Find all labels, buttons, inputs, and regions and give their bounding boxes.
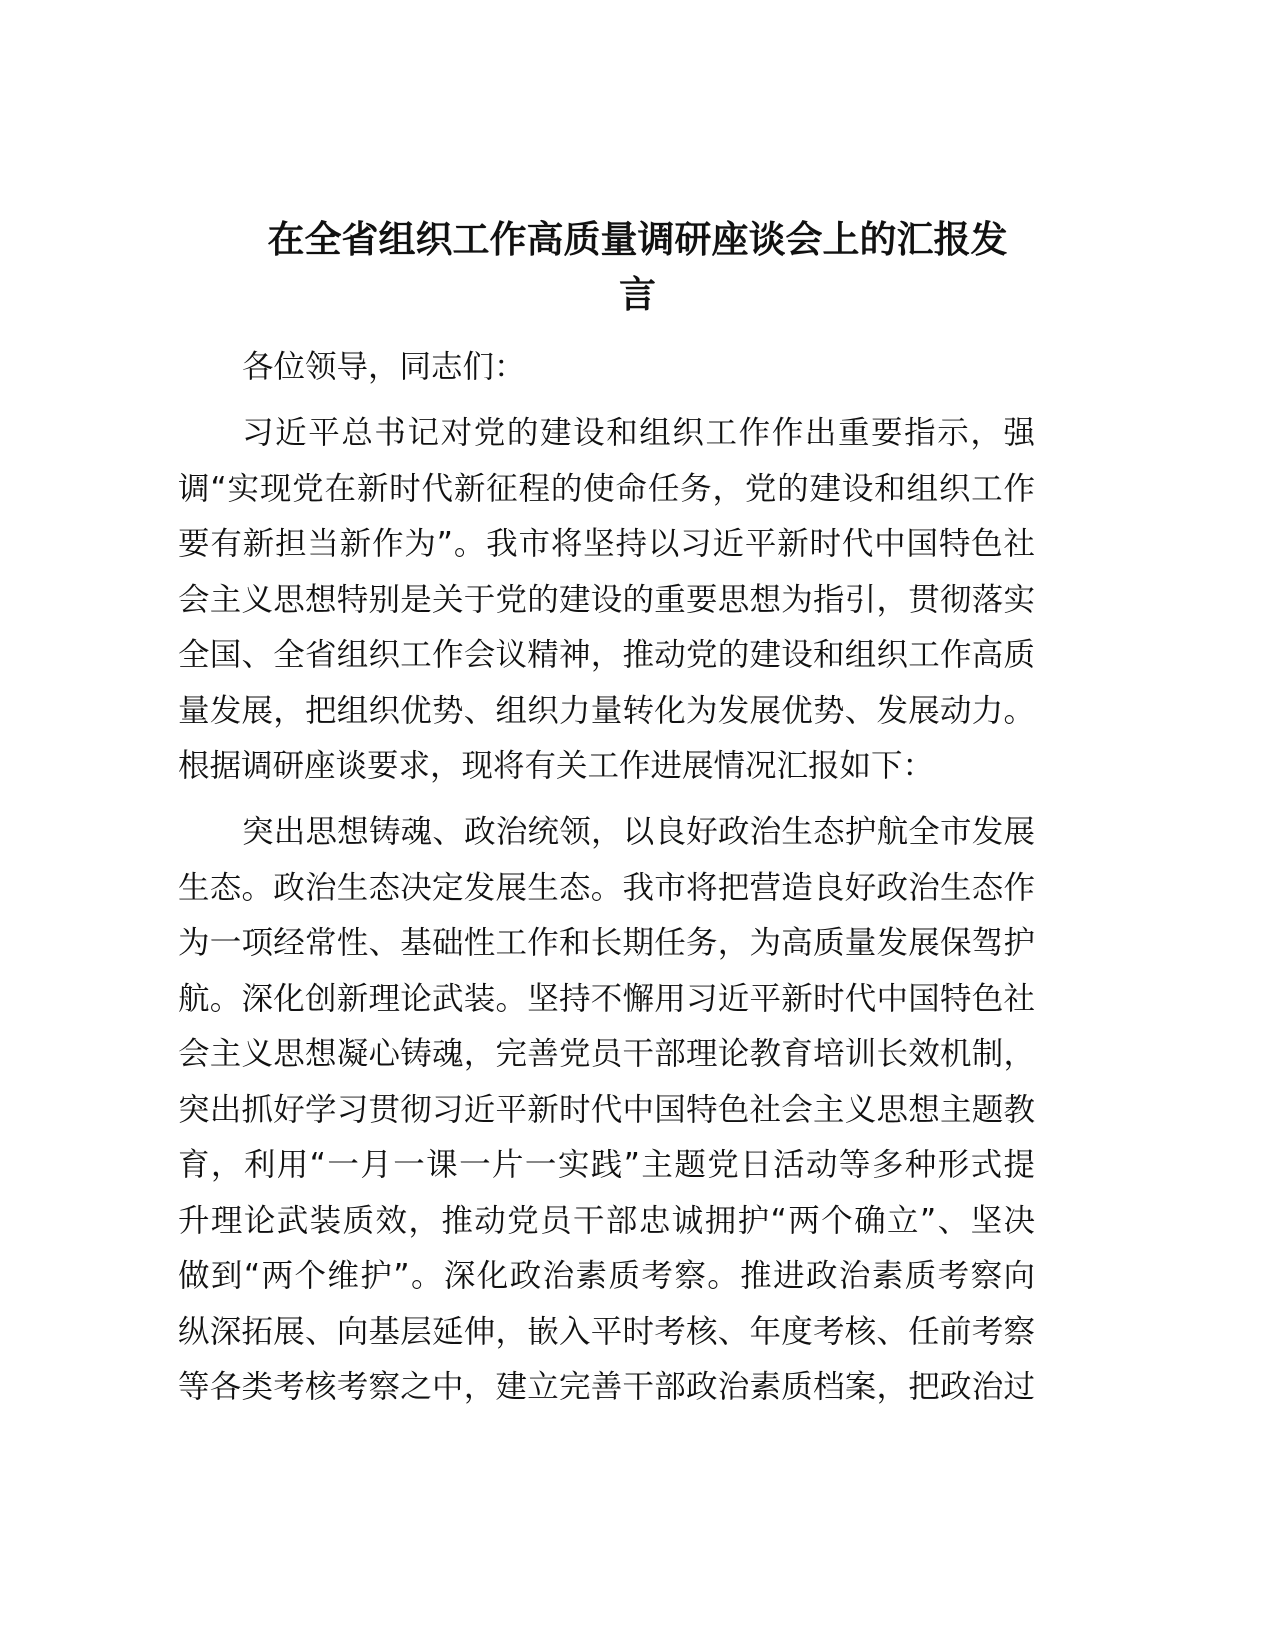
paragraph-line: 突出抓好学习贯彻习近平新时代中国特色社会主义思想主题教 (178, 1091, 1035, 1128)
paragraph-2 (178, 805, 1035, 1416)
paragraph-line: 育，利用“一月一课一片一实践”主题党日活动等多种形式提 (178, 1147, 1035, 1183)
document-title (150, 212, 1125, 322)
paragraph-1 (178, 406, 1035, 795)
title-line: 言 (619, 273, 656, 316)
greeting-text: 各位领导，同志们： (242, 349, 526, 385)
paragraph-line: 生态。政治生态决定发展生态。我市将把营造良好政治生态作 (178, 869, 1035, 906)
paragraph-line: 习近平总书记对党的建设和组织工作作出重要指示，强 (242, 415, 1035, 451)
paragraph-line: 做到“两个维护”。深化政治素质考察。推进政治素质考察向 (178, 1258, 1035, 1294)
title-line: 在全省组织工作高质量调研座谈会上的汇报发 (267, 218, 1008, 261)
paragraph-line: 全国、全省组织工作会议精神，推动党的建设和组织工作高质 (178, 637, 1035, 673)
greeting (178, 340, 1035, 396)
paragraph-line: 升理论武装质效，推动党员干部忠诚拥护“两个确立”、坚决 (178, 1202, 1035, 1239)
paragraph-line: 根据调研座谈要求，现将有关工作进展情况汇报如下： (178, 748, 935, 784)
paragraph-line: 为一项经常性、基础性工作和长期任务，为高质量发展保驾护 (178, 925, 1035, 961)
paragraph-line: 要有新担当新作为”。我市将坚持以习近平新时代中国特色社 (178, 526, 1035, 562)
paragraph-line: 会主义思想特别是关于党的建设的重要思想为指引，贯彻落实 (178, 581, 1035, 618)
paragraph-line: 突出思想铸魂、政治统领，以良好政治生态护航全市发展 (242, 814, 1035, 850)
paragraph-line: 等各类考核考察之中，建立完善干部政治素质档案，把政治过 (178, 1369, 1035, 1405)
paragraph-line: 会主义思想凝心铸魂，完善党员干部理论教育培训长效机制， (178, 1036, 1035, 1072)
paragraph-line: 航。深化创新理论武装。坚持不懈用习近平新时代中国特色社 (178, 980, 1035, 1017)
paragraph-line: 调“实现党在新时代新征程的使命任务，党的建设和组织工作 (178, 470, 1035, 507)
paragraph-line: 量发展，把组织优势、组织力量转化为发展优势、发展动力。 (178, 692, 1035, 729)
paragraph-line: 纵深拓展、向基层延伸，嵌入平时考核、年度考核、任前考察 (178, 1313, 1035, 1350)
